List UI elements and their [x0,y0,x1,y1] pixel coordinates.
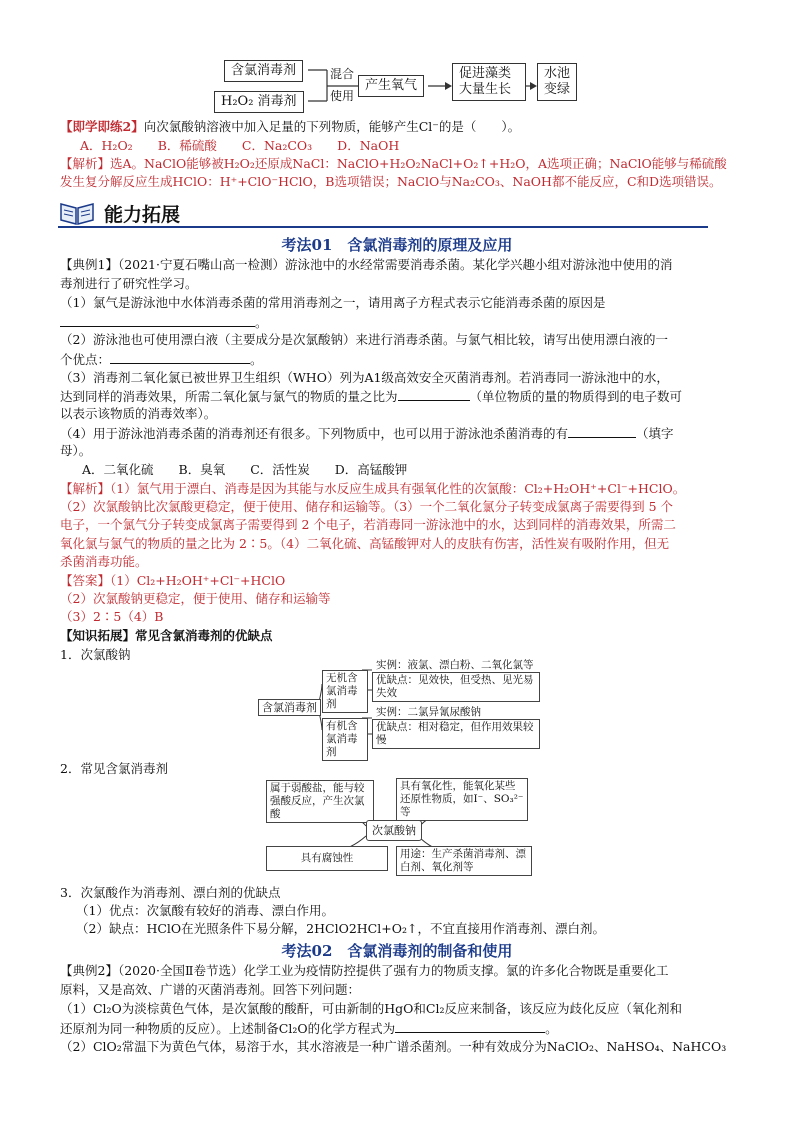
example1-analysis-4: 氧化氯与氯气的物质的量之比为 2∶5。（4）二氧化硫、高锰酸钾对人的皮肤有伤害，活性炭有吸附作用，但无 [60,536,670,551]
example1-line1: 【典例1】（2021·宁夏石嘴山高一检测）游泳池中的水经常需要消毒杀菌。某化学兴趣小组对游泳池中使用的消 [60,257,673,272]
diagram1-organic: 有机含氯消毒剂 [322,718,368,761]
example1-analysis-2: （2）次氯酸钠比次氯酸更稳定，便于使用、储存和运输等。（3）一个二氧化氯分子转变成氯离子需要得到 5 个 [60,499,674,514]
example1-q2: （2）游泳池也可使用漂白液（主要成分是次氯酸钠）来进行消毒杀菌。与氯气相比较，请写出使用漂白液的一 [60,332,668,347]
flow-box-algae-line2: 大量生长 [459,82,512,97]
example1-answer-1: 【答案】（1）Cl₂+H₂OH⁺+Cl⁻+HClO [60,573,286,588]
flow-box-algae-line1: 促进藻类 [459,66,512,81]
diagram2-uses: 用途：生产杀菌消毒剂、漂白剂、氧化剂等 [396,846,532,876]
example2-q2: （2）ClO₂常温下为黄色气体，易溶于水，其水溶液是一种广谱杀菌剂。一种有效成分为NaClO₂、NaHSO₄、NaHCO₃ [60,1039,727,1054]
period: 。 [250,352,263,367]
flow-label-mix: 混合 [330,67,355,81]
example2-line2: 原料，又是高效、广谱的灭菌消毒剂。回答下列问题： [60,982,361,997]
example1-options: A．二氧化硫 B．臭氧 C．活性炭 D．高锰酸钾 [82,462,408,477]
diagram2-center: 次氯酸钠 [366,820,422,841]
example2-q1-prefix: 还原剂为同一种物质的反应）。上述制备Cl₂O的化学方程式为 [60,1021,396,1036]
practice2-options: A．H₂O₂ B．稀硫酸 C．Na₂CO₃ D．NaOH [80,138,400,153]
example1-q4-end: 母）。 [60,443,92,458]
practice2-question: 向次氯酸钠溶液中加入足量的下列物质，能够产生Cl⁻的是（ ）。 [143,119,521,134]
example2-q1: （1）Cl₂O为淡棕黄色气体，是次氯酸的酸酐，可由新制的HgO和Cl₂反应来制备，该反应为歧化反应（氧化剂和 [60,1001,682,1016]
diagram1-pros-cons-inorganic: 优缺点：见效快，但受热、见光易失效 [372,672,540,702]
flow-label-use: 使用 [330,89,355,103]
example1-q1: （1）氯气是游泳池中水体消毒杀菌的常用消毒剂之一，请用离子方程式表示它能消毒杀菌的原因是 [60,295,606,310]
ext-item-2: 2．常见含氯消毒剂 [60,761,168,776]
knowledge-extension-title: 【知识拓展】常见含氯消毒剂的优缺点 [60,628,273,643]
example1-q3: （3）消毒剂二氧化氯已被世界卫生组织（WHO）列为A1级高效安全灭菌消毒剂。若消毒同一游泳池中的水， [60,370,669,385]
q4-prefix: （4）用于游泳池消毒杀菌的消毒剂还有很多。下列物质中，也可以用于游泳池杀菌消毒的有 [60,426,568,441]
example2-line1: 【典例2】（2020·全国Ⅱ卷节选）化学工业为疫情防控提供了强有力的物质支撑。氯的许多化合物既是重要化工 [60,963,669,978]
q4-suffix: （填字 [635,426,674,441]
diagram1-example-organic: 实例：二氯异氰尿酸钠 [376,706,481,718]
diagram2-weak-acid-salt: 属于弱酸盐，能与较强酸反应，产生次氯酸 [266,780,374,823]
example1-analysis-5: 杀菌消毒功能。 [60,554,148,569]
q2-prefix: 个优点： [60,352,111,367]
flow-box-chlorine-disinfectant: 含氯消毒剂 [224,60,303,82]
diagram1-root: 含氯消毒剂 [258,699,321,716]
answer-blank[interactable] [395,1019,545,1033]
practice2-tag: 【即学即练2】 [60,119,144,134]
kaofa02-title: 考法02 含氯消毒剂的制备和使用 [281,942,513,960]
q3-suffix: （单位物质的量的物质得到的电子数可 [469,389,683,404]
period: 。 [255,315,268,330]
example1-answer-2: （2）次氯酸钠更稳定，便于使用、储存和运输等 [60,591,331,606]
flow-box-oxygen: 产生氧气 [358,75,424,97]
diagram2-corrosive: 具有腐蚀性 [266,846,388,871]
practice2-analysis-2: 发生复分解反应生成HClO：H⁺+ClO⁻HClO，B选项错误；NaClO与Na₂CO₃、NaOH都不能反应，C和D选项错误。 [60,174,722,189]
diagram1-example-inorganic: 实例：液氯、漂白粉、二氧化氯等 [376,659,534,671]
flow-box-pool-line2: 变绿 [544,82,571,97]
example1-line2: 毒剂进行了研究性学习。 [60,276,198,291]
ext-item-3-cons: （2）缺点：HClO在光照条件下易分解，2HClO2HCl+O₂↑，不宜直接用作消毒剂、漂白剂。 [76,921,605,936]
flow-box-h2o2-disinfectant: H₂O₂ 消毒剂 [214,91,304,113]
diagram2-oxidizing: 具有氧化性，能氧化某些还原性物质，如I⁻、SO₃²⁻等 [396,778,528,821]
diagram1-inorganic: 无机含氯消毒剂 [322,670,368,713]
practice2-analysis-1: 【解析】选A。NaClO能够被H₂O₂还原成NaCl：NaClO+H₂O₂NaCl+O₂↑+H₂O，A选项正确；NaClO能够与稀硫酸 [60,156,727,171]
diagram1-pros-cons-organic: 优缺点：相对稳定，但作用效果较慢 [372,719,540,749]
flow-box-pool-line1: 水池 [544,66,571,81]
period: 。 [545,1021,558,1036]
example2-q1-blank-line [60,1019,738,1038]
ext-item-1: 1．次氯酸钠 [60,647,131,662]
ext-item-3: 3．次氯酸作为消毒剂、漂白剂的优缺点 [60,885,281,900]
example1-analysis-1: 【解析】（1）氯气用于漂白、消毒是因为其能与水反应生成具有强氧化性的次氯酸：Cl₂+H₂OH⁺+Cl⁻+HClO。 [60,481,686,496]
ext-item-3-pros: （1）优点：次氯酸有较好的消毒、漂白作用。 [76,903,334,918]
q3-prefix: 达到同样的消毒效果，所需二氧化氯与氯气的物质的量之比为 [60,389,398,404]
kaofa01-title: 考法01 含氯消毒剂的原理及应用 [281,236,513,254]
example1-analysis-3: 电子，一个氯气分子转变成氯离子需要得到 2 个电子，若消毒同一游泳池中的水，达到同样的消毒效果，所需二 [60,517,676,532]
example1-answer-3: （3）2∶5（4）B [60,609,164,624]
section-title: 能力拓展 [104,204,181,226]
example1-q3-note: 以表示该物质的消毒效率）。 [60,406,217,421]
